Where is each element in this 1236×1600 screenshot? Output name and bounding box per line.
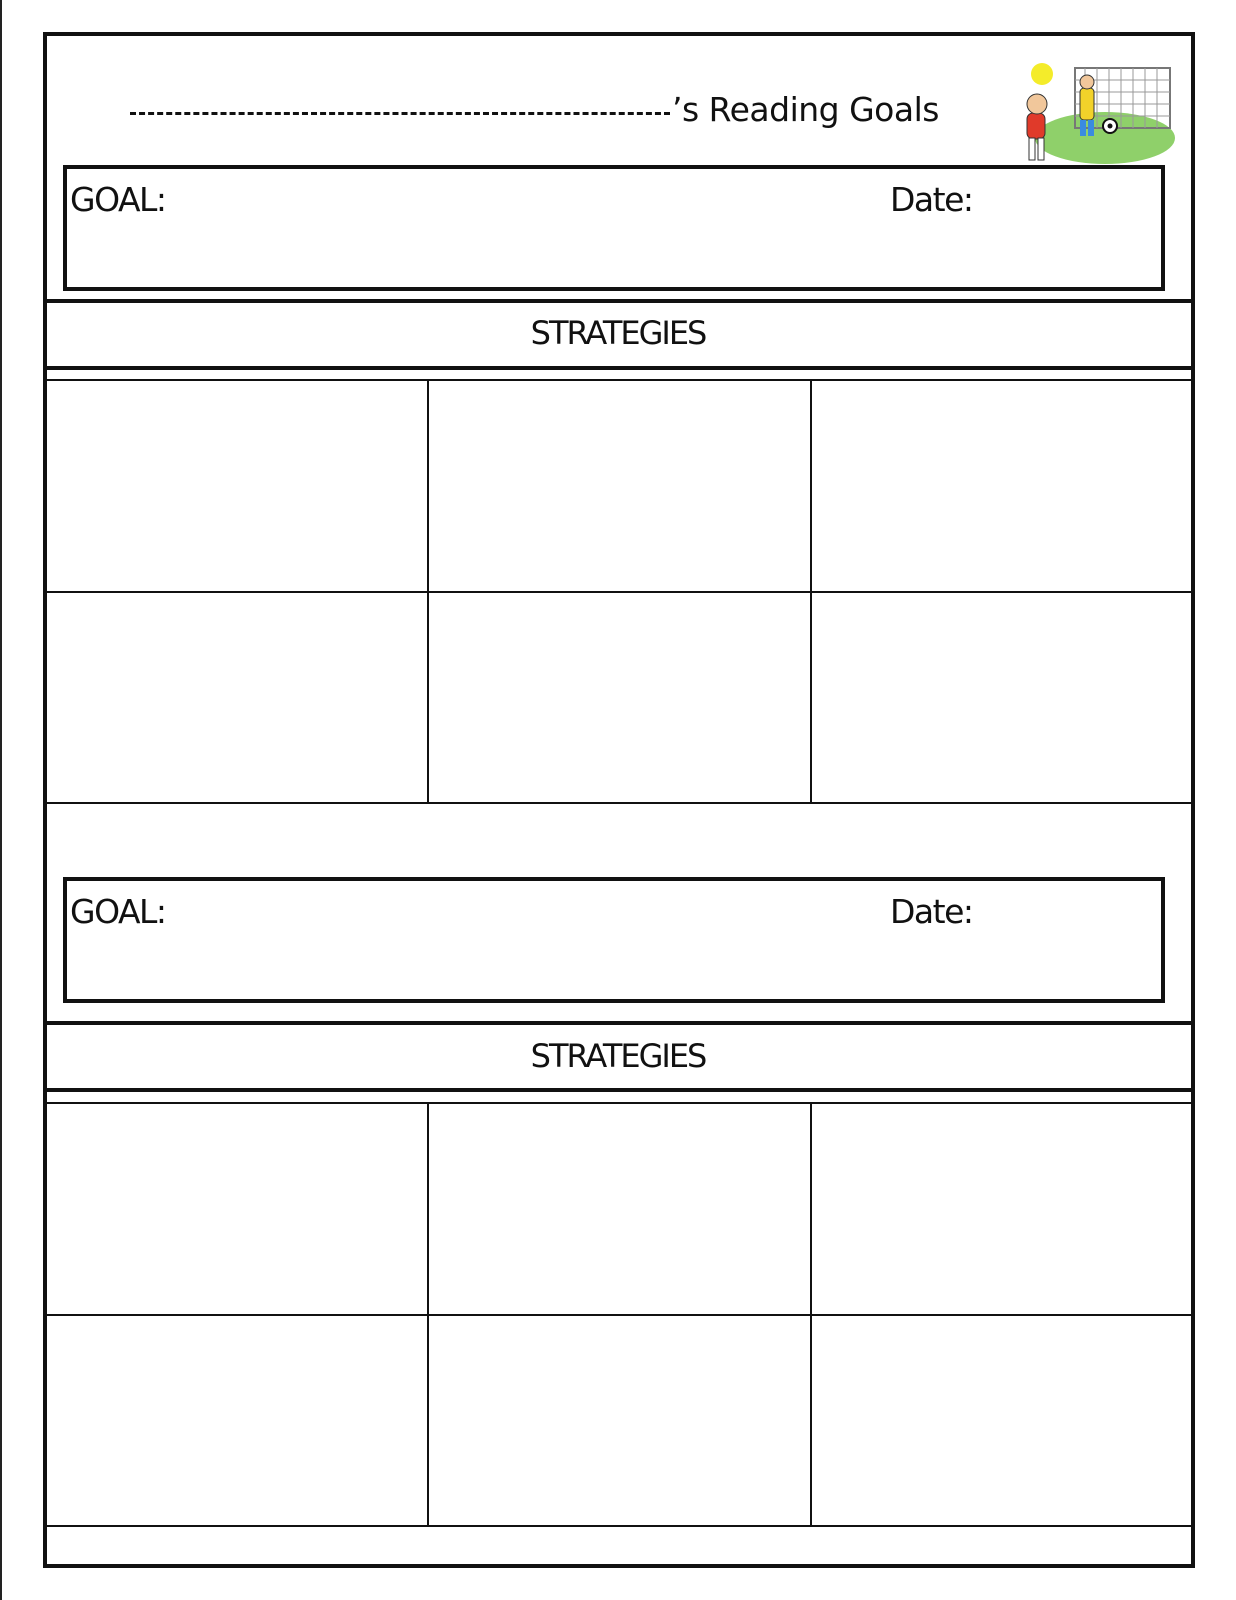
strategies-heading-1: STRATEGIES [530,314,706,352]
strategy-cell-1-4[interactable] [47,593,427,802]
title-text: ’s Reading Goals [672,90,939,129]
divider [45,299,1193,303]
strategy-cell-2-3[interactable] [812,1104,1193,1314]
goal-box-1[interactable] [63,165,1165,291]
strategy-cell-2-1[interactable] [47,1104,427,1314]
strategy-cell-2-2[interactable] [429,1104,810,1314]
strategy-cell-1-5[interactable] [429,593,810,802]
strategy-cell-2-6[interactable] [812,1316,1193,1525]
date-label-2: Date: [890,892,973,931]
strategy-cell-1-6[interactable] [812,593,1193,802]
grid-divider [45,1525,1193,1527]
page-left-edge [0,0,2,1600]
grid-divider [45,802,1193,804]
soccer-goalkeeper-clipart-icon [1025,58,1175,166]
strategies-heading-2: STRATEGIES [530,1037,706,1075]
strategy-cell-2-5[interactable] [429,1316,810,1525]
divider [45,1021,1193,1025]
strategy-cell-1-1[interactable] [47,381,427,591]
strategy-cell-1-2[interactable] [429,381,810,591]
strategy-cell-2-4[interactable] [47,1316,427,1525]
strategy-cell-1-3[interactable] [812,381,1193,591]
divider [45,366,1193,370]
divider [45,1088,1193,1092]
goal-label-2: GOAL: [70,892,166,931]
goal-box-2[interactable] [63,877,1165,1003]
name-blank-line[interactable] [130,112,670,115]
goal-label-1: GOAL: [70,180,166,219]
date-label-1: Date: [890,180,973,219]
page-title [130,90,939,129]
